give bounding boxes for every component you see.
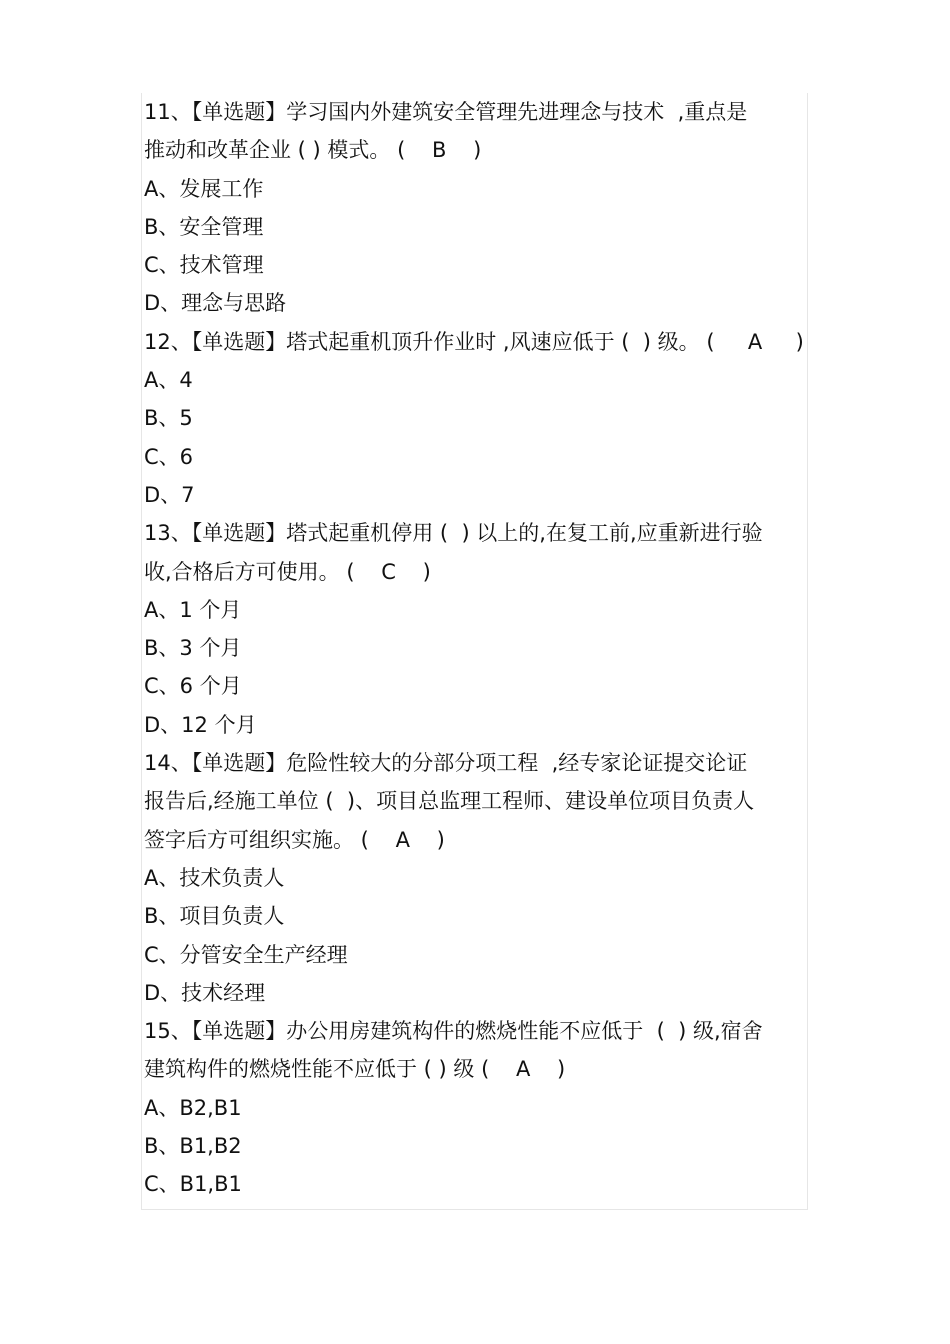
text-line: B、5 xyxy=(144,406,193,431)
text-line: D、7 xyxy=(144,482,195,507)
text-line: 15、【单选题】办公用房建筑构件的燃烧性能不应低于 ( ) 级,宿舍 xyxy=(144,1019,763,1044)
text-line: D、12 个月 xyxy=(144,712,257,737)
text-line: B、B1,B2 xyxy=(144,1134,242,1159)
question-list xyxy=(144,93,824,1204)
text-line: 14、【单选题】危险性较大的分部分项工程 ,经专家论证提交论证 xyxy=(144,751,748,776)
text-line: C、6 xyxy=(144,444,194,469)
text-line: A、1 个月 xyxy=(144,597,242,622)
text-line: 报告后,经施工单位 ( )、项目总监理工程师、建设单位项目负责人 xyxy=(144,789,755,814)
text-line: 收,合格后方可使用。 ( C ) xyxy=(144,559,431,584)
text-line: C、6 个月 xyxy=(144,674,242,699)
text-line: B、项目负责人 xyxy=(144,904,285,929)
text-line: 12、【单选题】塔式起重机顶升作业时 ,风速应低于 ( ) 级。 ( A ) xyxy=(144,329,804,354)
text-line: B、3 个月 xyxy=(144,636,242,661)
text-line: A、4 xyxy=(144,368,193,393)
text-line: 建筑构件的燃烧性能不应低于 ( ) 级 ( A ) xyxy=(144,1057,566,1082)
text-line: D、技术经理 xyxy=(144,980,266,1005)
text-line: D、理念与思路 xyxy=(144,291,287,316)
text-line: C、分管安全生产经理 xyxy=(144,942,348,967)
text-line: A、B2,B1 xyxy=(144,1095,242,1120)
text-line: 11、【单选题】学习国内外建筑安全管理先进理念与技术 ,重点是 xyxy=(144,100,748,124)
text-line: 签字后方可组织实施。 ( A ) xyxy=(144,827,445,852)
text-line: 推动和改革企业 ( ) 模式。 ( B ) xyxy=(144,138,482,163)
text-line: C、技术管理 xyxy=(144,253,264,278)
text-line: C、B1,B1 xyxy=(144,1172,242,1197)
text-line: 13、【单选题】塔式起重机停用 ( ) 以上的,在复工前,应重新进行验 xyxy=(144,521,763,546)
text-line: A、技术负责人 xyxy=(144,865,285,890)
text-line: A、发展工作 xyxy=(144,176,264,201)
text-line: B、安全管理 xyxy=(144,214,264,239)
